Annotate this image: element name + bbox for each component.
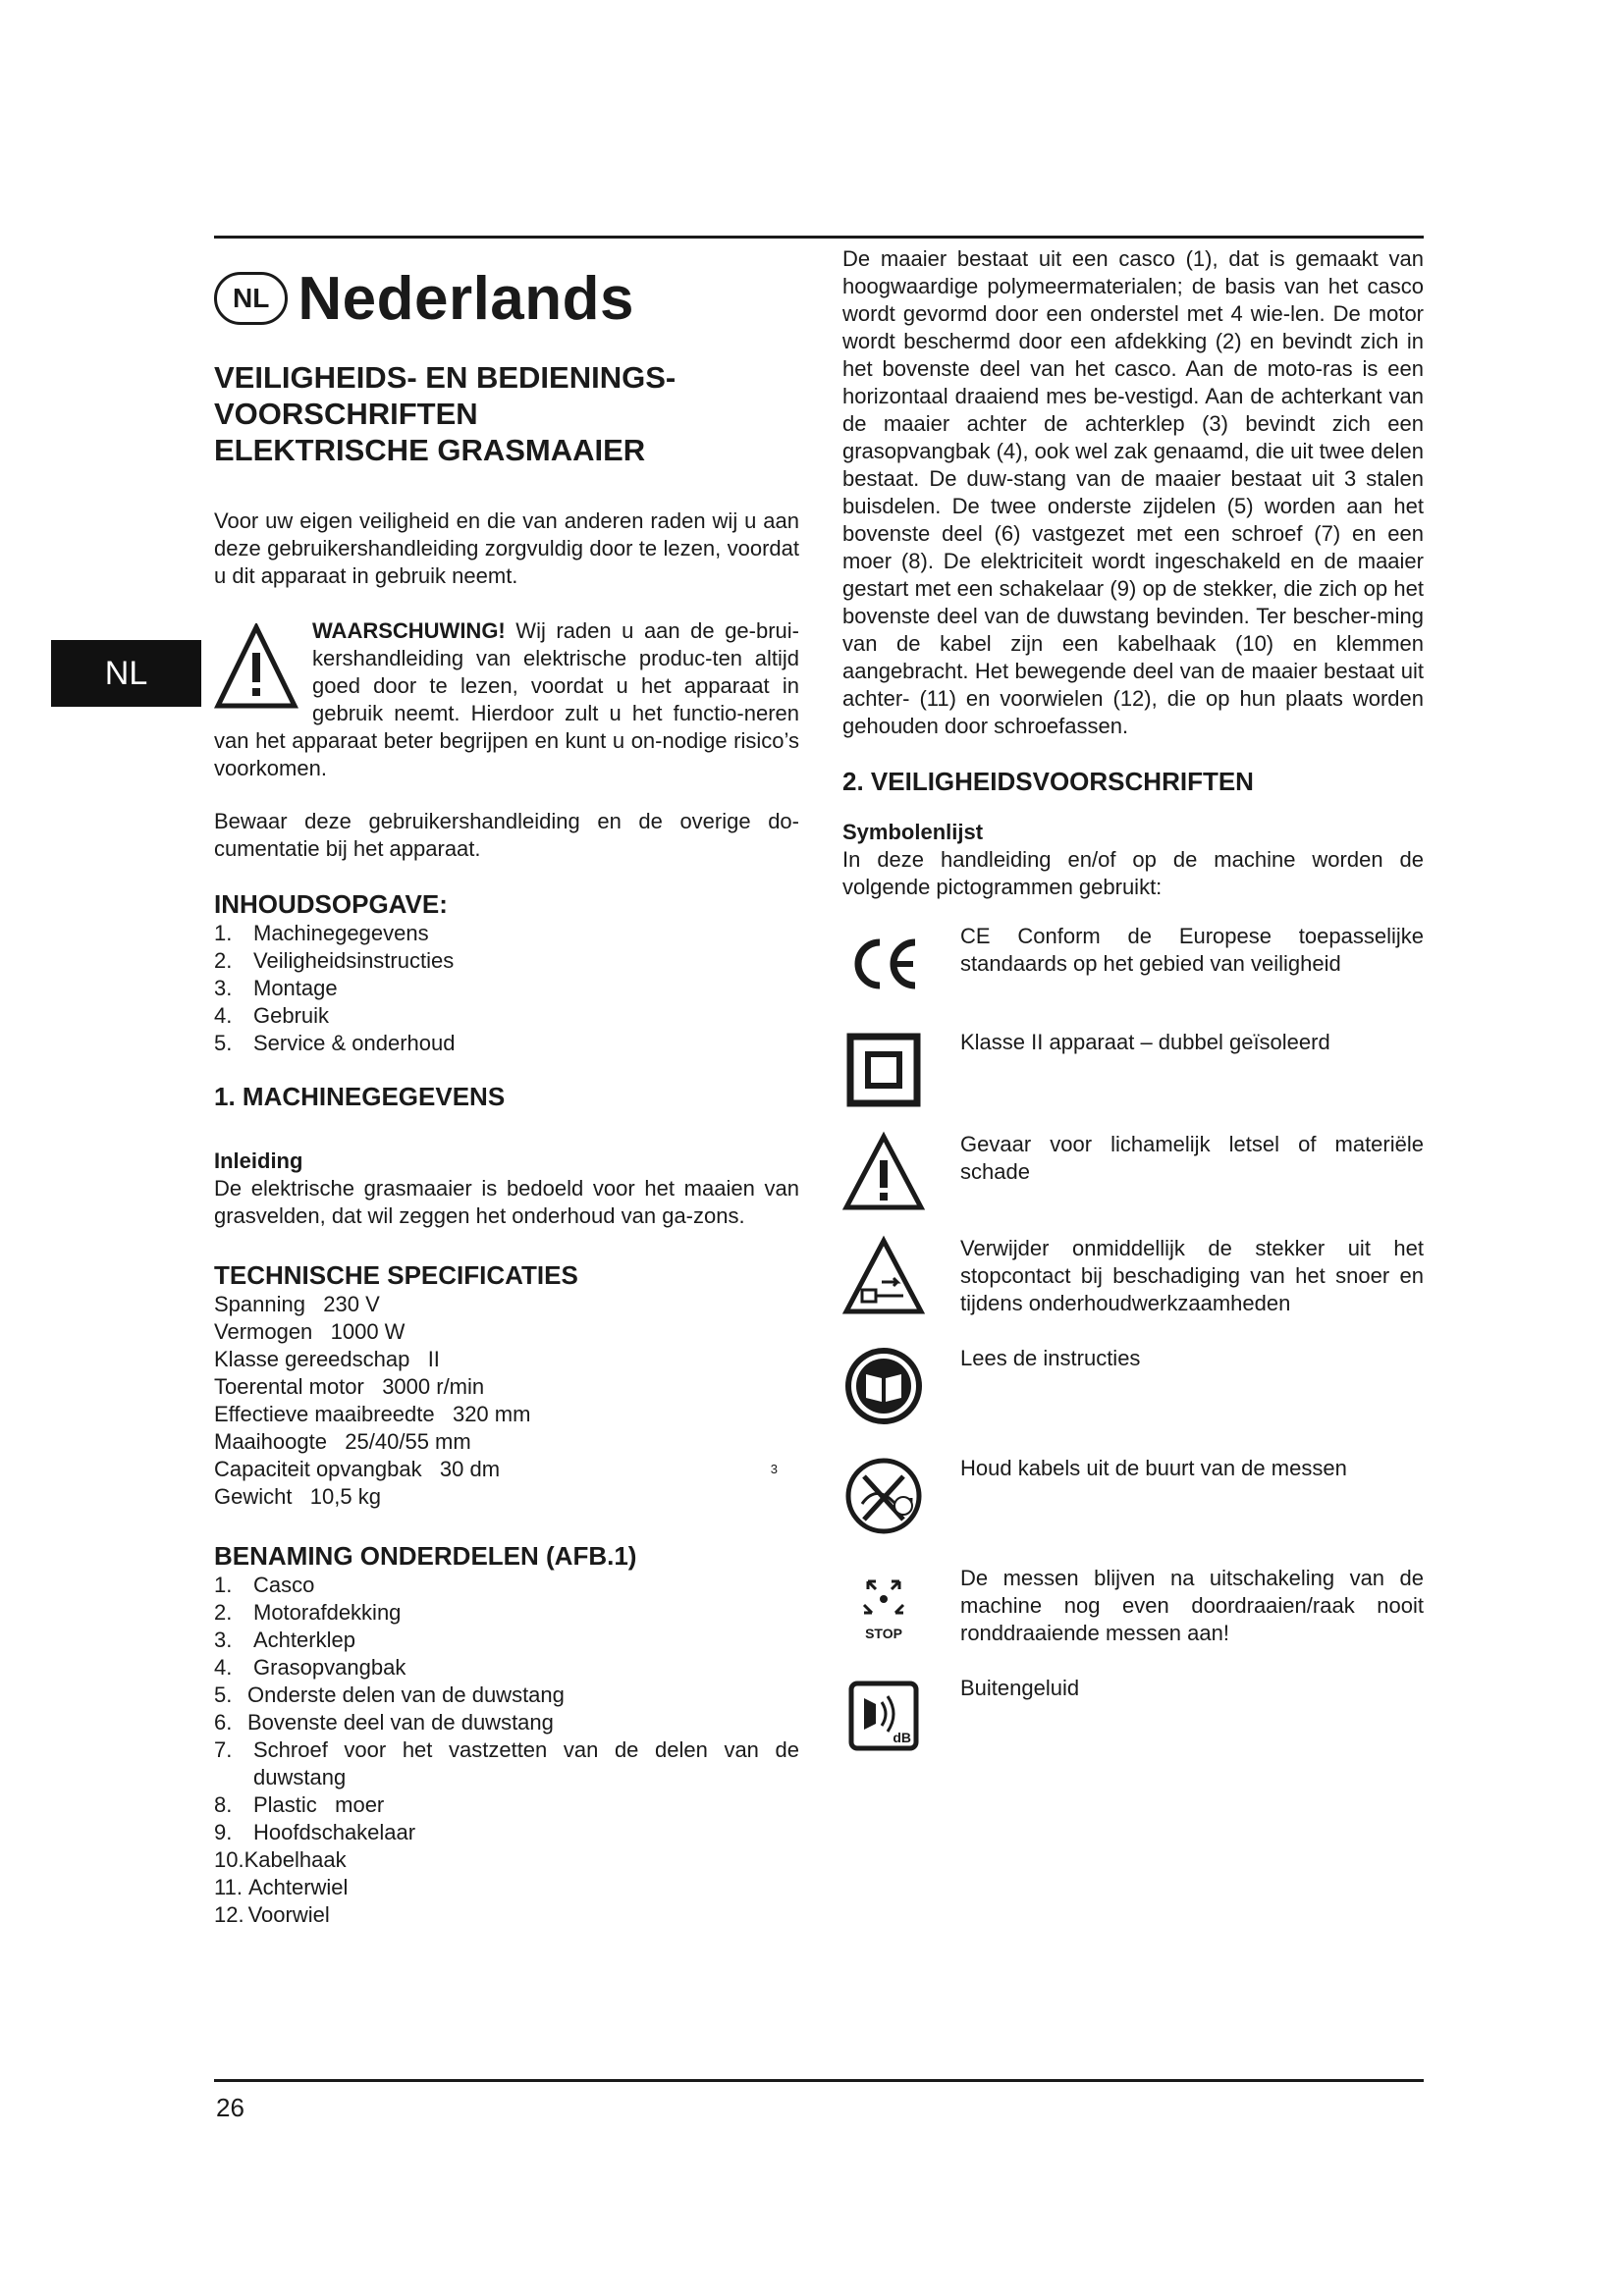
symbols-list: [842, 923, 1424, 1769]
list-item: 3. Achterklep: [214, 1628, 355, 1652]
read-manual-icon: [842, 1345, 925, 1427]
warning-block: [214, 617, 799, 782]
spec-row: Maaihoogte 25/40/55 mm: [214, 1429, 471, 1454]
symbol-row: [842, 1345, 1424, 1455]
symbols-intro: In deze handleiding en/of op de machine worden de volgende pictogrammen gebruikt:: [842, 847, 1424, 899]
list-item: 10. Kabelhaak: [214, 1847, 347, 1872]
spec-row: Vermogen 1000 W: [214, 1319, 406, 1344]
page-number: 26: [216, 2093, 244, 2122]
superscript: 3: [770, 1462, 778, 1476]
list-item: 11. Achterwiel: [214, 1875, 349, 1899]
symbol-text: Klasse II apparaat – dubbel geïsoleerd: [960, 1030, 1330, 1054]
symbol-row: [842, 923, 1424, 1029]
left-column: [214, 245, 799, 1929]
list-item: 5. Onderste delen van de duwstang: [214, 1682, 565, 1707]
top-rule: [214, 236, 1424, 239]
warning-triangle-icon: [842, 1131, 925, 1213]
keep-cables-away-icon: [842, 1455, 925, 1537]
outdoor-noise-icon: [842, 1675, 925, 1757]
symbol-text: Houd kabels uit de buurt van de messen: [960, 1456, 1347, 1480]
warning-paragraph: [214, 617, 799, 782]
spec-row: Spanning 230 V: [214, 1292, 380, 1316]
intro-paragraph: Voor uw eigen veiligheid en die van anderen raden wij u aan deze gebruikershandleiding zorgvuldig door te lezen, voordat u dit apparaat in gebruik neemt.: [214, 508, 799, 588]
title-line: VOORSCHRIFTEN: [214, 397, 478, 431]
list-item: 3. Montage: [214, 976, 338, 1000]
blades-rotate-stop-icon: [842, 1565, 925, 1647]
symbol-text: Gevaar voor lichamelijk letsel of materiële schade: [960, 1132, 1424, 1184]
bottom-rule: [214, 2079, 1424, 2082]
warning-triangle-icon: [214, 623, 298, 712]
list-item: 1. Casco: [214, 1573, 315, 1597]
list-item: 5. Service & onderhoud: [214, 1031, 456, 1055]
spec-row: Gewicht 10,5 kg: [214, 1484, 381, 1509]
machine-intro-paragraph: De elektrische grasmaaier is bedoeld voor het maaien van grasvelden, dat wil zeggen het onderhoud van ga-zons.: [214, 1176, 799, 1228]
language-header: [214, 251, 799, 346]
symbol-row: [842, 1565, 1424, 1675]
list-item: 12. Voorwiel: [214, 1902, 330, 1927]
toc-list: [214, 920, 799, 1057]
symbol-text: De messen blijven na uitschakeling van de machine nog even doordraaien/raak nooit ronddraaiende messen aan!: [960, 1566, 1424, 1645]
list-item: 4. Grasopvangbak: [214, 1655, 406, 1680]
tech-specs-heading: TECHNISCHE SPECIFICATIES: [214, 1260, 578, 1290]
right-column: [842, 245, 1424, 1769]
language-badge: NL: [214, 272, 288, 325]
toc-heading: INHOUDSOPGAVE:: [214, 889, 448, 919]
spec-row: Effectieve maaibreedte 320 mm: [214, 1402, 531, 1426]
language-side-tab: NL: [51, 640, 201, 707]
spec-row: Toerental motor 3000 r/min: [214, 1374, 485, 1399]
list-item: 9. Hoofdschakelaar: [214, 1820, 416, 1844]
list-item: 6. Bovenste deel van de duwstang: [214, 1710, 554, 1735]
list-item: 2. Motorafdekking: [214, 1600, 402, 1625]
description-paragraph: De maaier bestaat uit een casco (1), dat is gemaakt van hoogwaardige polymeermaterialen; de basis van het casco wordt gevormd door een onderstel met 4 wie-len. De motor wordt beschermd door een afdekking (2) en bevindt zich in het bovenste deel van het casco. Aan de moto-ras is een horizontaal draaiend mes be-vestigd. Aan de achterkant van de maaier achter de achterklep (3) bevindt zich een grasopvangbak (4), ook wel zak genaamd, die uit twee delen bestaat. De duw-stang van de maaier bestaat uit 3 stalen buisdelen. De twee onderste zijdelen (5) worden aan het bovenste deel (6) vastgezet met een schroef (7) en een moer (8). De elektriciteit wordt ingeschakeld en de maaier gestart met een schakelaar (9) op de stekker, die zich op het bovenste deel van de duwstang bevinden. Ter bescher-ming van de kabel zijn een kabelhaak (10) en klemmen aangebracht. Het bewegende deel van de maaier bestaat uit achter- (11) en voorwielen (12), die op hun plaats worden gehouden door schroefassen.: [842, 246, 1424, 738]
intro-subheading: Inleiding: [214, 1148, 303, 1173]
keep-docs-paragraph: Bewaar deze gebruikershandleiding en de overige do-cumentatie bij het apparaat.: [214, 809, 799, 861]
parts-heading: BENAMING ONDERDELEN (AFB.1): [214, 1541, 637, 1571]
warning-label: WAARSCHUWING!: [312, 618, 506, 643]
unplug-warning-icon: [842, 1235, 925, 1317]
list-item: 8. Plastic moer: [214, 1792, 385, 1817]
list-item: 1. Machinegegevens: [214, 921, 429, 945]
language-title: Nederlands: [298, 264, 634, 333]
tech-specs-list: [214, 1291, 799, 1511]
spec-row: Capaciteit opvangbak 30 dm 3: [214, 1457, 778, 1481]
warning-text: Wij raden u aan de ge-brui-kershandleiding van elektrische produc-ten altijd goed door te lezen, voordat u het apparaat in gebruik neemt. Hierdoor zult u het functio-neren van het apparaat beter begrijpen en kunt u on-nodige risico’s voorkomen.: [214, 618, 799, 780]
document-title: [214, 359, 799, 468]
list-item: 4. Gebruik: [214, 1003, 330, 1028]
symbol-row: [842, 1235, 1424, 1345]
symbol-row: [842, 1029, 1424, 1131]
parts-list: [214, 1572, 799, 1929]
class-ii-double-insulated-icon: [842, 1029, 925, 1111]
list-item: 2. Veiligheidsinstructies: [214, 948, 455, 973]
symbol-text: Verwijder onmiddellijk de stekker uit het stopcontact bij beschadiging van het snoer en tijdens onderhoudwerkzaamheden: [960, 1236, 1424, 1315]
symbols-subheading: Symbolenlijst: [842, 820, 984, 844]
symbol-row: [842, 1455, 1424, 1565]
machine-heading: 1. MACHINEGEGEVENS: [214, 1082, 506, 1111]
title-line: VEILIGHEIDS- EN BEDIENINGS-: [214, 360, 677, 395]
safety-heading: 2. VEILIGHEIDSVOORSCHRIFTEN: [842, 767, 1254, 796]
symbol-row: [842, 1675, 1424, 1769]
symbol-row: [842, 1131, 1424, 1235]
ce-mark-icon: [842, 923, 925, 1005]
list-item: 7. Schroef voor het vastzetten van de delen van de duwstang: [214, 1737, 799, 1789]
symbol-text: CE Conform de Europese toepasselijke standaards op het gebied van veiligheid: [960, 924, 1424, 976]
db-label: dB: [893, 1730, 911, 1745]
symbol-text: Lees de instructies: [960, 1346, 1141, 1370]
symbol-text: Buitengeluid: [960, 1676, 1080, 1700]
title-line: ELEKTRISCHE GRASMAAIER: [214, 433, 646, 467]
stop-label: STOP: [865, 1626, 902, 1641]
spec-row: Klasse gereedschap II: [214, 1347, 440, 1371]
